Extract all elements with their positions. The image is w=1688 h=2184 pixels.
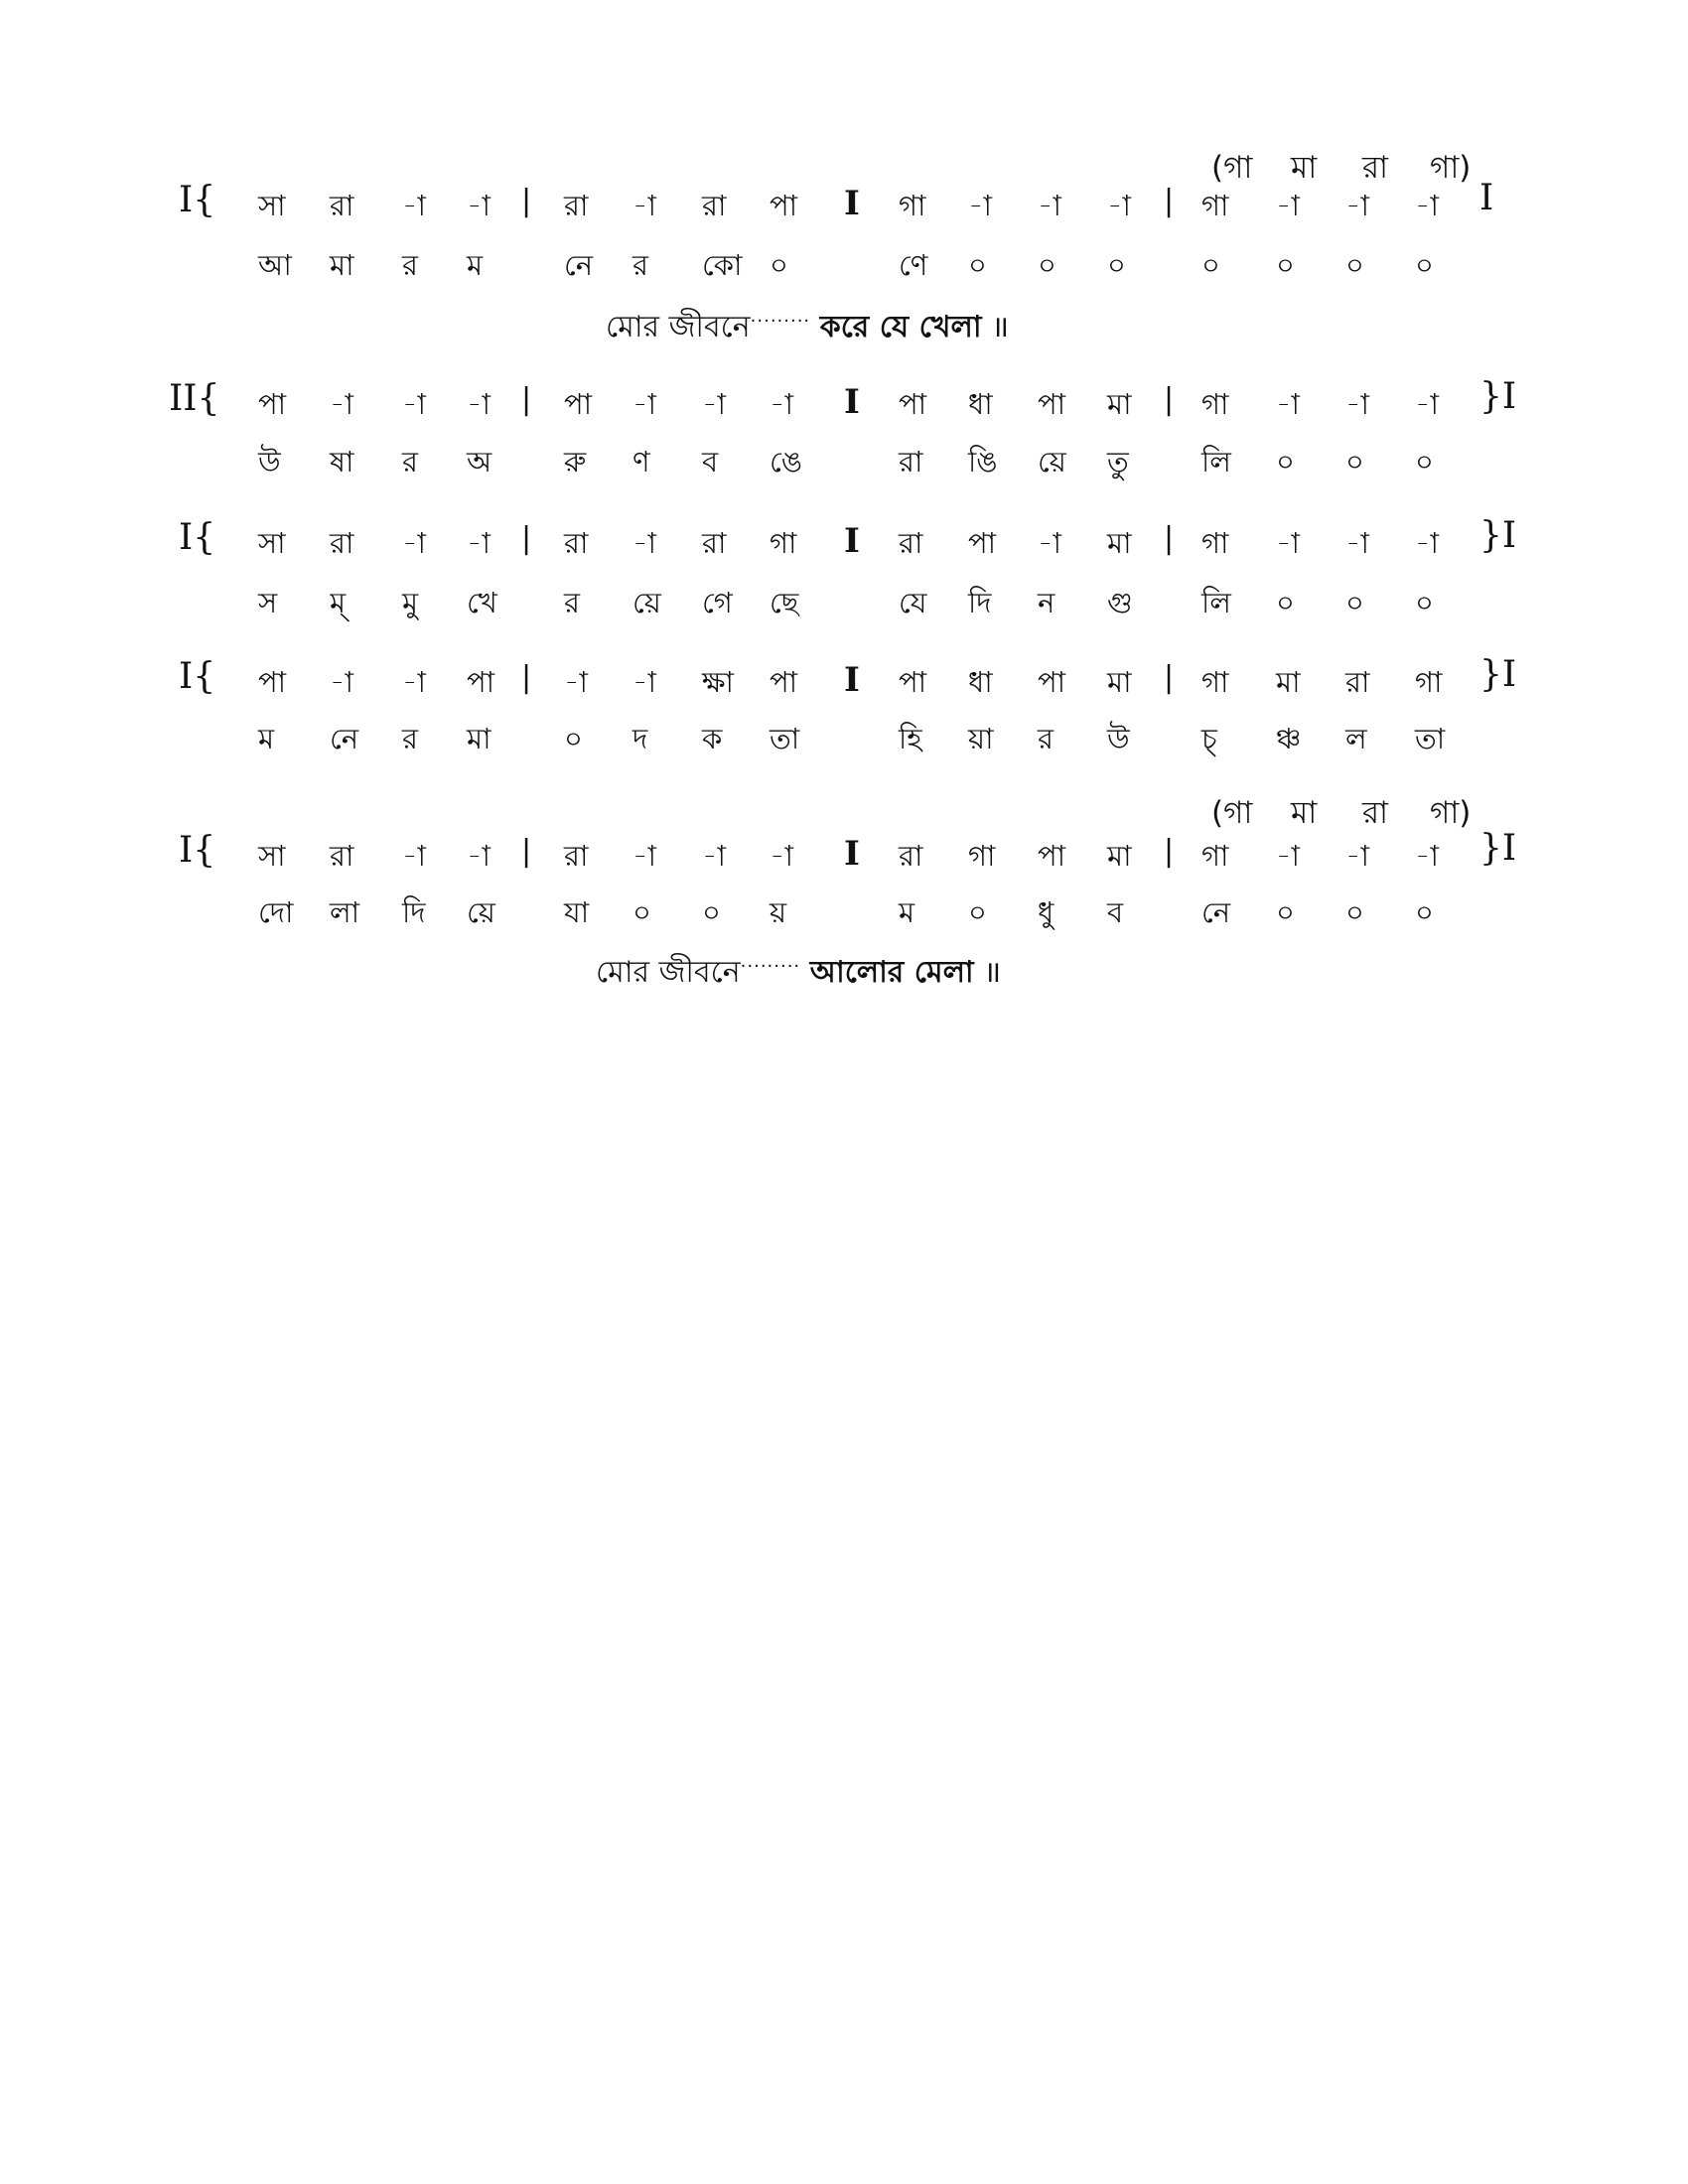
lyric-syllable: মা	[330, 248, 354, 282]
swara-note: -া	[402, 839, 426, 873]
refrain-right: আলোর মেলা	[809, 955, 974, 990]
lyric-syllable: ন	[1038, 586, 1055, 619]
swara-row	[0, 178, 1688, 227]
annotation-note: রা	[1362, 150, 1389, 186]
lyric-syllable: লি	[1201, 445, 1231, 478]
annotation-note: (গা	[1211, 150, 1253, 186]
lyric-row	[0, 890, 1688, 934]
swara-note: রা	[564, 189, 589, 222]
lyric-syllable: উ	[1107, 722, 1130, 755]
section-bar: I	[844, 834, 860, 874]
lyric-syllable: ০	[564, 722, 583, 755]
swara-note: পা	[467, 665, 495, 699]
bar-line: |	[521, 834, 532, 869]
swara-note: -া	[402, 526, 426, 560]
lyric-syllable: ব	[702, 445, 719, 478]
lyric-syllable: ০	[1276, 895, 1295, 929]
bar-line: |	[521, 660, 532, 695]
lyric-syllable: ০	[770, 248, 788, 282]
lyric-row	[0, 581, 1688, 624]
lyric-syllable: ঞ্চ	[1276, 722, 1302, 755]
swara-row	[0, 515, 1688, 565]
lyric-syllable: ০	[1345, 248, 1364, 282]
lyric-syllable: দ	[633, 722, 648, 755]
lyric-syllable: ম	[467, 248, 484, 282]
end-marker: }I	[1479, 376, 1517, 417]
end-marker: }I	[1479, 828, 1517, 869]
swara-note: -া	[1038, 189, 1061, 222]
swara-note: পা	[258, 665, 287, 699]
lyric-syllable: রা	[899, 445, 923, 478]
swara-note: -া	[330, 387, 353, 421]
swara-row	[0, 376, 1688, 426]
lyric-row	[0, 440, 1688, 483]
bar-line: |	[1164, 521, 1175, 556]
lyric-syllable: অ	[467, 445, 492, 478]
lyric-syllable: র	[402, 445, 418, 478]
swara-note: ক্ষা	[702, 665, 734, 699]
swara-note: পা	[258, 387, 287, 421]
lyric-syllable: হি	[899, 722, 922, 755]
swara-note: পা	[1038, 839, 1066, 873]
swara-note: -া	[633, 387, 656, 421]
swara-note: সা	[258, 526, 286, 560]
swara-note: মা	[1276, 665, 1301, 699]
swara-note: -া	[402, 665, 426, 699]
bar-line: |	[521, 382, 532, 417]
lyric-syllable: র	[402, 248, 418, 282]
annotation-note: মা	[1291, 150, 1318, 186]
lyric-syllable: ০	[702, 895, 721, 929]
lyric-syllable: ছে	[770, 586, 799, 619]
lyric-syllable: ম	[899, 895, 915, 929]
swara-note: গা	[770, 526, 797, 560]
lyric-syllable: য়	[770, 895, 787, 929]
swara-note: -া	[467, 387, 491, 421]
lyric-syllable: ০	[1276, 586, 1295, 619]
swara-note: -া	[1276, 387, 1300, 421]
lyric-syllable: য়ে	[1038, 445, 1066, 478]
swara-note: রা	[564, 839, 589, 873]
lyric-syllable: ক	[702, 722, 723, 755]
lyric-syllable: র	[633, 248, 648, 282]
lyric-syllable: ০	[1415, 445, 1434, 478]
swara-note: -া	[1415, 189, 1439, 222]
lyric-syllable: ম্	[330, 586, 347, 619]
swara-note: গা	[1201, 839, 1229, 873]
swara-note: রা	[899, 839, 923, 873]
swara-note: -া	[1276, 839, 1300, 873]
swara-note: -া	[564, 665, 588, 699]
swara-note: পা	[1038, 665, 1066, 699]
start-marker: I{	[179, 656, 216, 697]
bar-line: |	[1164, 382, 1175, 417]
variation-annotation	[0, 144, 1688, 184]
swara-note: -া	[968, 189, 992, 222]
swara-note: -া	[1345, 189, 1369, 222]
swara-note: -া	[702, 839, 726, 873]
lyric-syllable: য়ে	[467, 895, 495, 929]
swara-note: -া	[467, 839, 491, 873]
swara-note: -া	[467, 189, 491, 222]
swara-note: -া	[1345, 839, 1369, 873]
swara-note: রা	[899, 526, 923, 560]
section-bar: I	[844, 521, 860, 561]
annotation-note: গা)	[1430, 150, 1472, 186]
lyric-syllable: ০	[633, 895, 651, 929]
refrain-dots: ·········	[750, 311, 811, 332]
swara-note: পা	[968, 526, 997, 560]
lyric-syllable: ০	[1276, 445, 1295, 478]
swara-note: রা	[330, 189, 354, 222]
lyric-syllable: দো	[258, 895, 294, 929]
swara-note: -া	[633, 839, 656, 873]
lyric-syllable: দি	[402, 895, 426, 929]
swara-note: -া	[770, 387, 793, 421]
swara-note: মা	[1107, 526, 1132, 560]
lyric-syllable: নে	[564, 248, 594, 282]
swara-note: গা	[899, 189, 926, 222]
swara-note: -া	[330, 665, 353, 699]
swara-row	[0, 828, 1688, 878]
start-marker: I{	[179, 830, 216, 871]
refrain-end-mark: ॥	[983, 955, 1002, 990]
swara-note: -া	[467, 526, 491, 560]
swara-note: -া	[402, 189, 426, 222]
swara-note: -া	[402, 387, 426, 421]
lyric-syllable: উ	[258, 445, 281, 478]
bar-line: |	[521, 521, 532, 556]
lyric-row	[0, 243, 1688, 287]
swara-note: গা	[1201, 189, 1229, 222]
swara-note: -া	[1107, 189, 1131, 222]
swara-note: -া	[1038, 526, 1061, 560]
start-marker: I{	[179, 180, 216, 220]
refrain-line	[596, 948, 1001, 999]
annotation-note: মা	[1291, 795, 1318, 831]
refrain-left: মোর জীবনে	[606, 310, 751, 344]
lyric-syllable: লা	[330, 895, 360, 929]
bar-line: |	[521, 184, 532, 218]
lyric-syllable: ০	[1038, 248, 1056, 282]
swara-note: রা	[564, 526, 589, 560]
swara-note: গা	[1415, 665, 1443, 699]
lyric-syllable: ০	[1345, 445, 1364, 478]
end-marker: I	[1479, 178, 1494, 218]
lyric-syllable: ০	[1415, 895, 1434, 929]
swara-note: সা	[258, 189, 286, 222]
annotation-note: রা	[1362, 795, 1389, 831]
swara-note: ধা	[968, 387, 993, 421]
lyric-syllable: ধু	[1038, 895, 1055, 929]
bar-line: |	[1164, 834, 1175, 869]
variation-annotation	[0, 789, 1688, 829]
swara-note: পা	[899, 387, 927, 421]
start-marker: I{	[179, 517, 216, 558]
lyric-syllable: ০	[1345, 586, 1364, 619]
swara-note: -া	[633, 189, 656, 222]
lyric-syllable: ল	[1345, 722, 1367, 755]
refrain-line	[606, 303, 1009, 353]
lyric-syllable: ০	[968, 248, 987, 282]
swara-note: মা	[1107, 665, 1132, 699]
swara-note: রা	[702, 526, 727, 560]
refrain-right: করে যে খেলা	[819, 310, 982, 344]
swara-note: মা	[1107, 839, 1132, 873]
section-bar: I	[844, 184, 860, 223]
lyric-syllable: মু	[402, 586, 419, 619]
swara-note: গা	[1201, 526, 1229, 560]
swara-note: পা	[564, 387, 593, 421]
swara-row	[0, 654, 1688, 704]
swara-note: গা	[1201, 387, 1229, 421]
lyric-syllable: খে	[467, 586, 497, 619]
lyric-syllable: মা	[467, 722, 492, 755]
swara-note: -া	[633, 526, 656, 560]
lyric-syllable: য়া	[968, 722, 994, 755]
end-marker: }I	[1479, 654, 1517, 695]
swara-note: -া	[1276, 189, 1300, 222]
swara-note: ধা	[968, 665, 993, 699]
lyric-syllable: ০	[968, 895, 987, 929]
swara-note: গা	[968, 839, 996, 873]
swara-note: -া	[1415, 526, 1439, 560]
swara-note: পা	[770, 665, 798, 699]
annotation-note: (গা	[1211, 795, 1253, 831]
swara-note: -া	[770, 839, 793, 873]
lyric-syllable: ণ	[633, 445, 650, 478]
bar-line: |	[1164, 660, 1175, 695]
lyric-syllable: গে	[702, 586, 733, 619]
end-marker: }I	[1479, 515, 1517, 556]
lyric-syllable: ব	[1107, 895, 1124, 929]
section-bar: I	[844, 660, 860, 700]
swara-note: -া	[1415, 839, 1439, 873]
swara-note: -া	[633, 665, 656, 699]
lyric-syllable: ০	[1415, 248, 1434, 282]
lyric-syllable: লি	[1201, 586, 1231, 619]
lyric-syllable: তু	[1107, 445, 1129, 478]
lyric-syllable: র	[402, 722, 418, 755]
swara-note: রা	[330, 839, 354, 873]
lyric-syllable: ঙি	[968, 445, 998, 478]
lyric-syllable: তা	[1415, 722, 1446, 755]
swara-note: পা	[770, 189, 798, 222]
refrain-dots: ·········	[740, 956, 801, 977]
swara-note: সা	[258, 839, 286, 873]
lyric-syllable: ম	[258, 722, 275, 755]
swara-note: -া	[1345, 387, 1369, 421]
lyric-row	[0, 717, 1688, 760]
swara-note: রা	[702, 189, 727, 222]
lyric-syllable: নে	[330, 722, 359, 755]
lyric-syllable: স	[258, 586, 278, 619]
lyric-syllable: ০	[1201, 248, 1220, 282]
swara-note: -া	[1345, 526, 1369, 560]
refrain-end-mark: ॥	[991, 310, 1010, 344]
swara-note: -া	[1415, 387, 1439, 421]
lyric-syllable: দি	[968, 586, 992, 619]
lyric-syllable: গু	[1107, 586, 1133, 619]
lyric-syllable: ঙে	[770, 445, 803, 478]
lyric-syllable: র	[1038, 722, 1054, 755]
lyric-syllable: তা	[770, 722, 800, 755]
start-marker: II{	[169, 378, 220, 419]
swara-note: রা	[1345, 665, 1370, 699]
lyric-syllable: ০	[1276, 248, 1295, 282]
lyric-syllable: যে	[899, 586, 927, 619]
lyric-syllable: য়ে	[633, 586, 661, 619]
lyric-syllable: যা	[564, 895, 590, 929]
lyric-syllable: চ্	[1201, 722, 1217, 755]
swara-note: -া	[1276, 526, 1300, 560]
section-bar: I	[844, 382, 860, 422]
lyric-syllable: ০	[1345, 895, 1364, 929]
bar-line: |	[1164, 184, 1175, 218]
swara-note: পা	[1038, 387, 1066, 421]
refrain-left: মোর জীবনে	[596, 955, 741, 990]
swara-note: রা	[330, 526, 354, 560]
swara-note: -া	[702, 387, 726, 421]
lyric-syllable: ণে	[899, 248, 928, 282]
lyric-syllable: আ	[258, 248, 292, 282]
lyric-syllable: ষা	[330, 445, 354, 478]
lyric-syllable: র	[564, 586, 580, 619]
lyric-syllable: কো	[702, 248, 743, 282]
swara-note: গা	[1201, 665, 1229, 699]
lyric-syllable: ০	[1415, 586, 1434, 619]
annotation-note: গা)	[1430, 795, 1472, 831]
lyric-syllable: ০	[1107, 248, 1126, 282]
lyric-syllable: রু	[564, 445, 587, 478]
swara-note: মা	[1107, 387, 1132, 421]
lyric-syllable: নে	[1201, 895, 1231, 929]
swara-note: পা	[899, 665, 927, 699]
